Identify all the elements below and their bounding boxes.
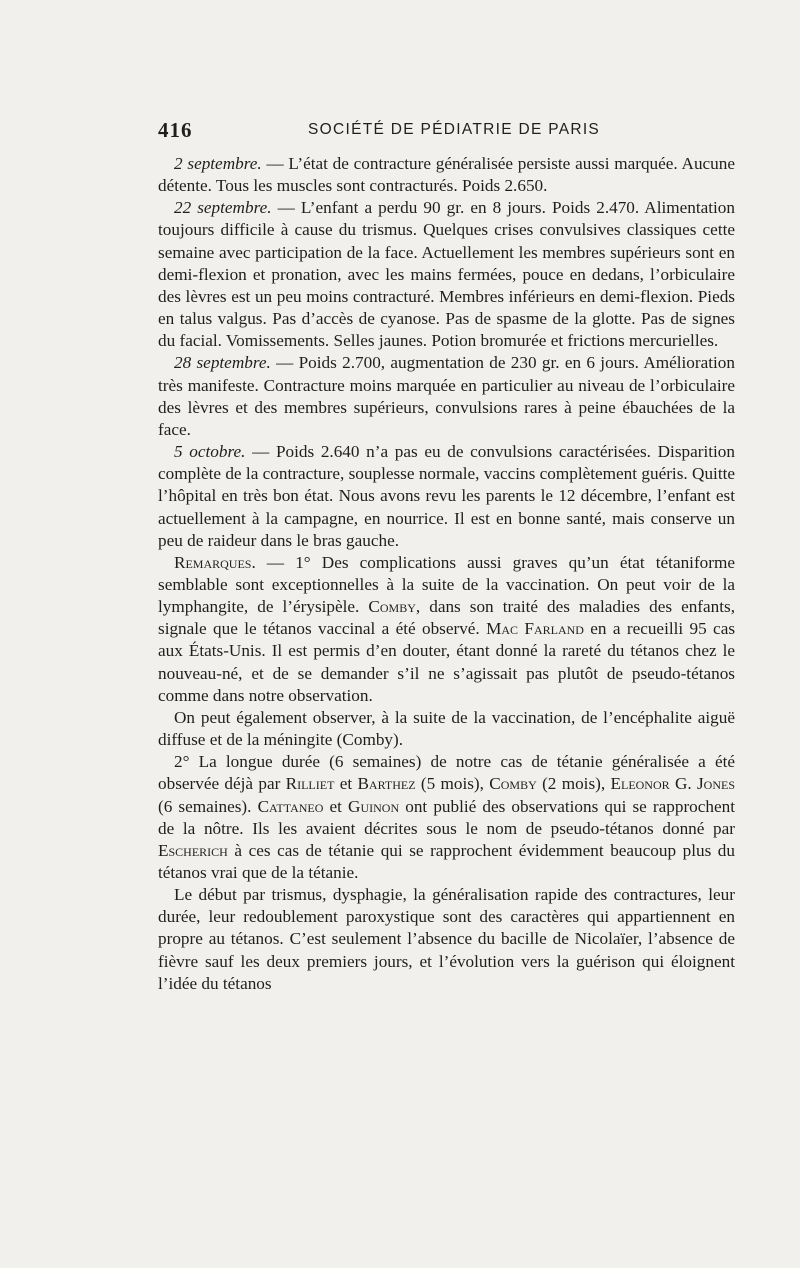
paragraph-22-septembre [158,197,735,352]
author-name: Eleonor G. Jones [610,774,736,794]
author-name: Escherich [158,840,228,860]
paragraph-5-octobre [158,441,735,552]
entry-date: 22 septembre. [174,198,272,218]
text-run: et [334,774,358,794]
paragraph-debut-trismus [158,884,735,995]
entry-text: — Poids 2.640 n’a pas eu de convulsions caractérisées. Disparition complète de la contracture, souplesse normale, vaccins complètement guéris. Quitte l’hôpital en très bon état. Nous avons revu les parents le 12 décembre, l’enfant est actuellement à la campagne, en nourrice. Il est en bonne santé, mais conserve un peu de raideur dans le bras gauche. [158,442,735,550]
text-run: — 1° Des complications aussi graves qu’un état tétaniforme semblable sont exceptionnelles à la suite de la vaccination. On peut voir de la lymphangite, de l’érysipèle. [158,552,735,617]
entry-text: — Poids 2.700, augmentation de 230 gr. en 6 jours. Amélioration très manifeste. Contracture moins marquée en particulier au niveau de l’orbiculaire des lèvres et des membres supérieurs, convulsions rares à peine ébauchées de la face. [158,353,735,439]
paragraph-longue-duree [158,751,735,884]
running-head: SOCIÉTÉ DE PÉDIATRIE DE PARIS [308,121,601,138]
entry-date: 28 septembre. [174,353,271,373]
section-lead: Remarques. [174,552,256,572]
text-run: (6 semaines). [158,796,258,816]
entry-date: 2 septembre. [174,154,262,173]
author-name: Mac Farland [486,619,584,639]
text-run: Le début par trismus, dysphagie, la généralisation rapide des contractures, leur durée, leur redoublement paroxystique sont des caractères qui appartiennent en propre au tétanos. C’est seulement l’absence du bacille de Nicolaïer, l’absence de fièvre sauf les deux premiers jours, et l’évolution vers la guérison qui éloignent l’idée du tétanos [158,885,735,993]
text-run: (2 mois), [536,774,611,794]
page-header [158,118,733,144]
entry-date: 5 octobre. [174,442,246,462]
body-text [158,153,735,995]
text-run: On peut également observer, à la suite de la vaccination, de l’encéphalite aiguë diffuse et de la méningite (Comby). [158,707,735,750]
page-number: 416 [158,118,193,142]
author-name: Comby [489,774,537,794]
author-name: Barthez [357,774,416,794]
text-run: 2° La longue durée (6 semaines) de notre cas de tétanie généralisée a été observée déjà par [158,752,735,794]
entry-text: — L’état de contracture généralisée persiste aussi marquée. Aucune détente. Tous les muscles sont contracturés. Poids 2.650. [158,154,735,196]
text-run: ont publié des observations qui se rapprochent de la nôtre. Ils les avaient décrites sous le nom de pseudo-tétanos donné par [158,796,735,838]
text-run: à ces cas de tétanie qui se rapprochent évidemment beaucoup plus du tétanos vrai que de la tétanie. [158,840,735,882]
text-run: et [323,796,349,816]
paragraph-2-septembre [158,153,735,197]
text-run: , dans son traité des maladies des enfants, signale que le tétanos vaccinal a été observé. [158,597,735,639]
author-name: Cattaneo [257,796,324,816]
author-name: Rilliet [285,774,335,794]
author-name: Comby [368,597,416,617]
author-name: Guinon [348,796,400,816]
paragraph-remarques [158,552,735,707]
paragraph-28-septembre [158,352,735,441]
paragraph-encephalite [158,707,735,751]
text-run: (5 mois), [415,774,490,794]
text-run: en a recueilli 95 cas aux États-Unis. Il est permis d’en douter, étant donné la rareté du tétanos chez le nouveau-né, et de se demander s’il ne s’agissait pas plutôt de pseudo-tétanos comme dans notre observation. [158,619,736,705]
entry-text: — L’enfant a perdu 90 gr. en 8 jours. Poids 2.470. Alimentation toujours difficile à cause du trismus. Quelques crises convulsives classiques cette semaine avec participation de la face. Actuellement les membres supérieurs sont en demi-flexion et pronation, avec les mains fermées, pouce en dedans, l’orbiculaire des lèvres est un peu moins contracturé. Membres inférieurs en demi-flexion. Pieds en talus valgus. Pas d’accès de cyanose. Pas de spasme de la glotte. Pas de signes du facial. Vomissements. Selles jaunes. Potion bromurée et frictions mercurielles. [158,198,735,351]
